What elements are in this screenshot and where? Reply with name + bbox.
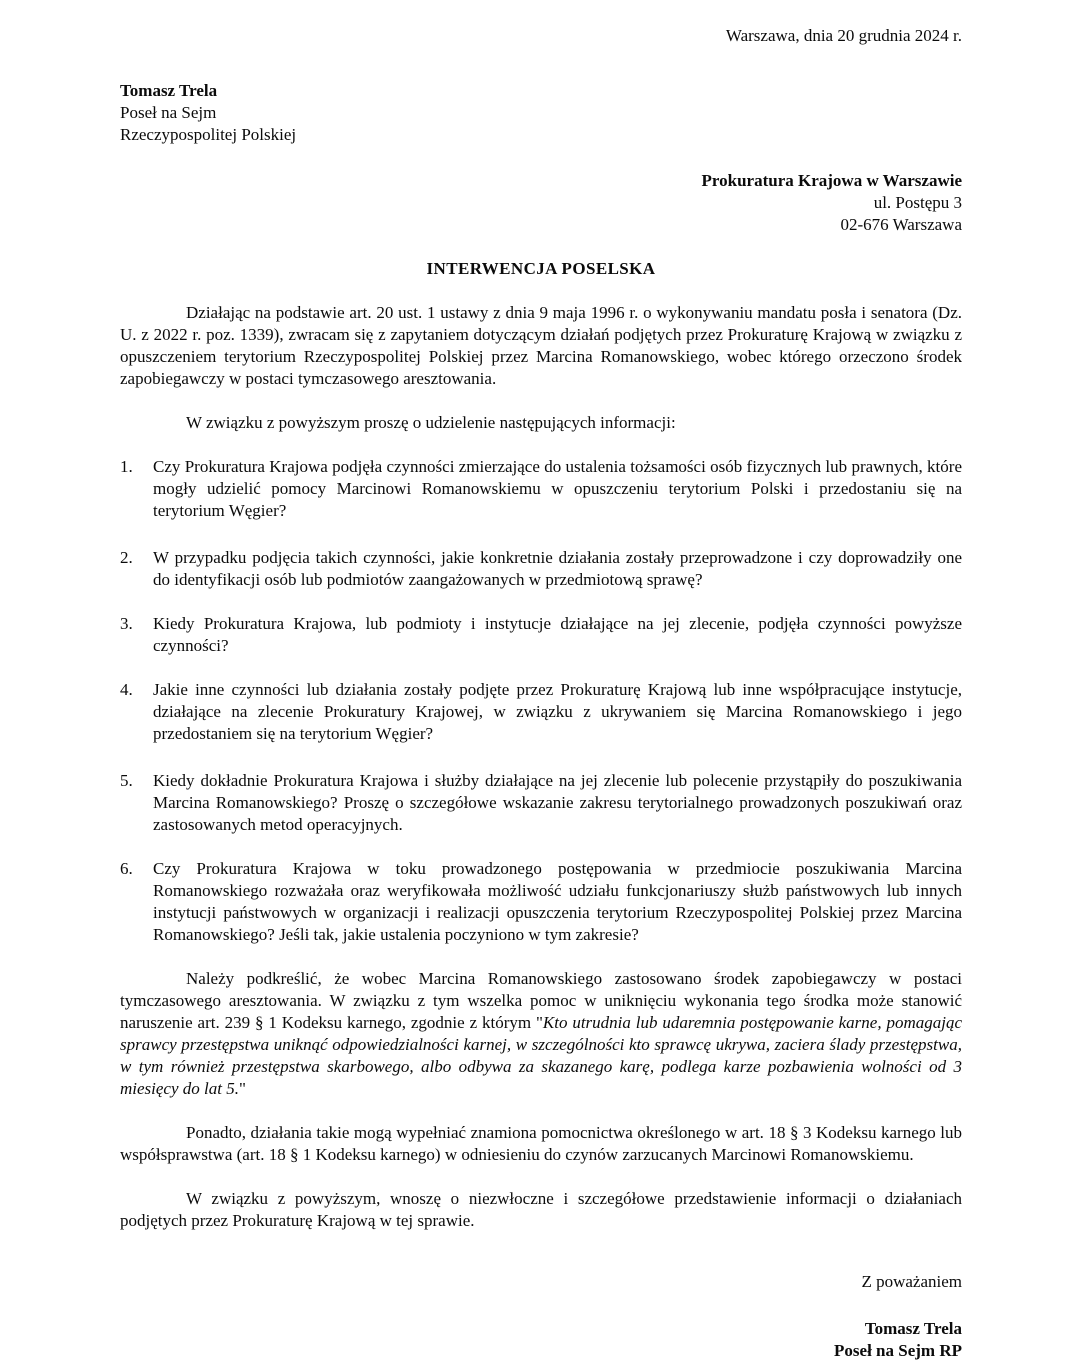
question-number: 4. [120, 680, 133, 699]
question-item-1 [120, 456, 962, 522]
question-text: Jakie inne czynności lub działania zostały podjęte przez Prokuraturę Krajową lub inne współpracujące instytucje, działające na zlecenie Prokuratury Krajowej, w związku z ukrywaniem się Marcina Romanowskiego i jego przedostaniem się na terytorium Węgier? [153, 680, 962, 743]
closing-paragraph: W związku z powyższym, wnoszę o niezwłoczne i szczegółowe przedstawienie informacji o działaniach podjętych przez Prokuraturę Krajową w tej sprawie. [120, 1189, 962, 1230]
question-number: 6. [120, 859, 133, 878]
question-list [120, 456, 962, 946]
question-number: 5. [120, 771, 133, 790]
sender-role: Poseł na Sejm [120, 103, 217, 122]
recipient-block [120, 170, 962, 236]
question-text: Kiedy dokładnie Prokuratura Krajowa i służby działające na jej zlecenie lub polecenie przystąpiły do poszukiwania Marcina Romanowskiego? Proszę o szczegółowe wskazanie zakresu terytorialnego prowadzonych poszukiwań oraz zastosowanych metod operacyjnych. [153, 771, 962, 834]
question-item-2 [120, 547, 962, 591]
legal-tail: " [238, 1079, 246, 1098]
recipient-street: ul. Postępu 3 [873, 193, 962, 212]
sender-institution: Rzeczypospolitej Polskiej [120, 125, 297, 144]
legal-lead: Należy podkreślić, że wobec Marcina Romanowskiego zastosowano środek zapobiegawczy w postaci tymczasowego aresztowania. W związku z tym wszelka pomoc w uniknięciu wykonania tego środka może stanowić naruszenie art. 239 § 1 Kodeksu karnego, zgodnie z którym " [120, 969, 962, 1032]
question-number: 3. [120, 614, 133, 633]
question-text: Czy Prokuratura Krajowa w toku prowadzonego postępowania w przedmiocie poszukiwania Marcina Romanowskiego rozważała oraz weryfikowała możliwość udziału funkcjonariuszy służb państwowych lub innych instytucji państwowych w organizacji i realizacji opuszczenia terytorium Rzeczypospolitej Polskiej przez Marcina Romanowskiego? Jeśli tak, jakie ustalenia poczyniono w tym zakresie? [153, 859, 962, 944]
signature-name: Tomasz Trela [864, 1319, 962, 1338]
intro-paragraph: Działając na podstawie art. 20 ust. 1 ustawy z dnia 9 maja 1996 r. o wykonywaniu mandatu posła i senatora (Dz. U. z 2022 r. poz. 1339), zwracam się z zapytaniem dotyczącym działań podjętych przez Prokuraturę Krajową w związku z opuszczeniem terytorium Rzeczypospolitej Polskiej przez Marcina Romanowskiego, wobec którego orzeczono środek zapobiegawczy w postaci tymczasowego aresztowania. [120, 303, 962, 388]
valediction: Z poważaniem [861, 1272, 962, 1291]
signature-title: Poseł na Sejm RP [834, 1341, 962, 1360]
request-line: W związku z powyższym proszę o udzielenie następujących informacji: [186, 413, 676, 432]
document-title: INTERWENCJA POSELSKA [426, 259, 656, 278]
question-item-4 [120, 679, 962, 745]
question-number: 2. [120, 548, 133, 567]
recipient-city: 02-676 Warszawa [840, 215, 962, 234]
legal-quote: Kto utrudnia lub udaremnia postępowanie karne, pomagając sprawcy przestępstwa uniknąć odpowiedzialności karnej, w szczególności kto sprawcę ukrywa, zaciera ślady przestępstwa, w tym również przestępstwa skarbowego, albo odbywa za skazanego karę, podlega karze pozbawienia wolności od 3 miesięcy do lat 5. [120, 1013, 962, 1098]
recipient-name: Prokuratura Krajowa w Warszawie [701, 171, 962, 190]
question-item-3 [120, 613, 962, 657]
sender-name: Tomasz Trela [120, 81, 218, 100]
question-item-6 [120, 858, 962, 946]
question-text: Czy Prokuratura Krajowa podjęła czynności zmierzające do ustalenia tożsamości osób fizycznych lub prawnych, które mogły udzielić pomocy Marcinowi Romanowskiemu w opuszczeniu terytorium Polski i przedostaniu się na terytorium Węgier? [153, 457, 962, 520]
question-number: 1. [120, 457, 133, 476]
sender-block [120, 80, 962, 146]
date-line: Warszawa, dnia 20 grudnia 2024 r. [725, 26, 962, 45]
aiding-paragraph: Ponadto, działania takie mogą wypełniać znamiona pomocnictwa określonego w art. 18 § 3 Kodeksu karnego lub współsprawstwa (art. 18 § 1 Kodeksu karnego) w odniesieniu do czynów zarzucanych Marcinowi Romanowskiemu. [120, 1123, 962, 1164]
question-text: Kiedy Prokuratura Krajowa, lub podmioty i instytucje działające na jej zlecenie, podjęła czynności powyższe czynności? [153, 614, 962, 655]
legal-paragraph [120, 968, 962, 1100]
question-item-5 [120, 770, 962, 836]
signature-block [120, 1318, 962, 1362]
question-text: W przypadku podjęcia takich czynności, jakie konkretnie działania zostały przeprowadzone i czy doprowadziły one do identyfikacji osób lub podmiotów zaangażowanych w przedmiotową sprawę? [153, 548, 962, 589]
